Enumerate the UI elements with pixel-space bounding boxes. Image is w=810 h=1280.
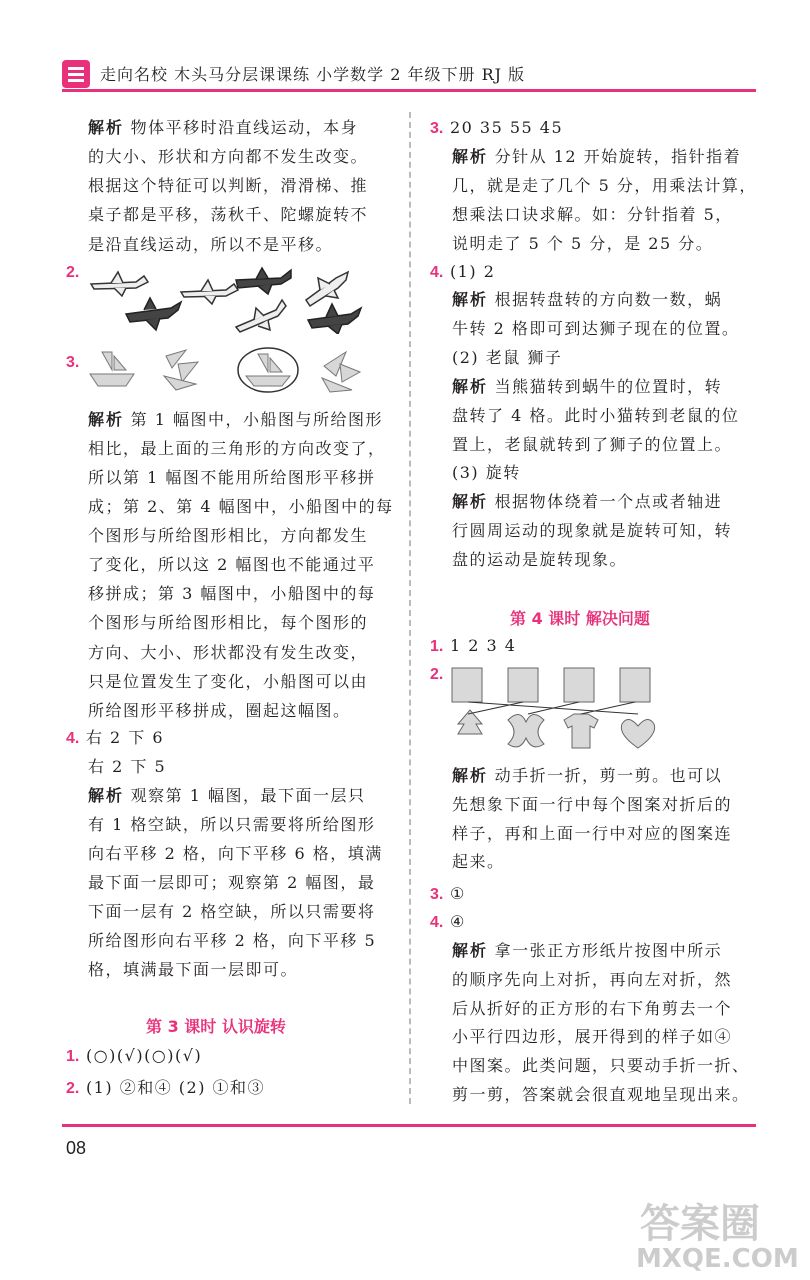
text-line <box>88 584 375 604</box>
text-line <box>452 521 732 541</box>
text-line <box>88 873 375 893</box>
text-line <box>452 1056 750 1076</box>
text-line <box>88 902 375 922</box>
text-line <box>66 262 79 283</box>
question-number: 1. <box>430 638 444 655</box>
question-number: 3. <box>430 886 444 903</box>
line-body: 想乘法口诀求解。如：分针指着 5， <box>452 205 733 224</box>
line-body: 观察第 1 幅图，最下面一层只 <box>124 786 366 805</box>
line-body: 小平行四边形，展开得到的样子如④ <box>452 1027 733 1046</box>
text-line <box>88 497 394 517</box>
text-line <box>452 234 713 254</box>
question-number: 4. <box>430 264 444 281</box>
text-line <box>88 526 368 546</box>
line-body: 盘的运动是旋转现象。 <box>452 550 628 569</box>
text-line <box>66 728 164 749</box>
line-body: 动手折一折，剪一剪。也可以 <box>488 766 723 785</box>
text-line <box>452 999 732 1019</box>
question-number: 2. <box>430 666 444 683</box>
line-body: 右 2 下 5 <box>88 757 167 776</box>
text-line <box>88 786 365 806</box>
header-rule <box>62 89 756 92</box>
text-line <box>452 1085 750 1105</box>
line-body: 20 35 55 45 <box>449 118 564 137</box>
line-body: 后从折好的正方形的右下角剪去一个 <box>452 999 733 1018</box>
line-body: 根据物体绕着一个点或者轴进 <box>488 492 723 511</box>
line-body: 有 1 格空缺，所以只需要将所给图形 <box>88 815 376 834</box>
line-body: 剪一剪，答案就会很直观地呈现出来。 <box>452 1085 750 1104</box>
text-line <box>66 1046 202 1067</box>
text-line <box>88 757 166 777</box>
text-line <box>88 555 375 575</box>
line-body: 只是位置发生了变化，小船图可以由 <box>88 672 369 691</box>
line-body: (1) 2 <box>449 262 496 281</box>
line-body: 行圆周运动的现象就是旋转可知，转 <box>452 521 733 540</box>
line-body: 桌子都是平移，荡秋千、陀螺旋转不 <box>88 205 369 224</box>
line-body: 下面一层有 2 格空缺，所以只需要将 <box>88 902 376 921</box>
watermark-url: MXQE.COM <box>636 1244 799 1274</box>
question-number: 3. <box>66 354 80 371</box>
analysis-tag: 解析 <box>452 492 489 511</box>
line-body: 成；第 2、第 4 幅图中，小船图中的每 <box>88 497 394 516</box>
line-body: 所以第 1 幅图不能用所给图形平移拼 <box>88 468 376 487</box>
question-number: 2. <box>66 264 80 281</box>
text-line <box>88 931 376 951</box>
line-body: 样子，再和上面一行中对应的图案连 <box>452 824 733 843</box>
section-heading: 第 4 课时 解决问题 <box>510 609 650 628</box>
question-number: 3. <box>430 120 444 137</box>
question-number: 4. <box>430 914 444 931</box>
text-line <box>452 147 741 167</box>
text-line <box>430 636 516 657</box>
text-line <box>452 492 722 512</box>
text-line <box>452 290 722 310</box>
line-body: 个图形与所给图形相比，每个图形的 <box>88 613 369 632</box>
text-line <box>88 844 383 864</box>
watermark: 答案圈 <box>640 1201 760 1247</box>
text-line <box>452 766 722 786</box>
analysis-tag: 解析 <box>452 290 489 309</box>
airplane-icon <box>91 272 148 296</box>
line-body: 所给图形平移拼成，圈起这幅图。 <box>88 701 351 720</box>
text-line <box>430 884 466 905</box>
line-body: 分针从 12 开始旋转，指针指着 <box>488 147 742 166</box>
line-body: 右 2 下 6 <box>85 728 165 747</box>
line-body: (1) ②和④ (2) ①和③ <box>85 1078 266 1097</box>
line-body: 方向、大小、形状都没有发生改变， <box>88 643 369 662</box>
line-body: 第 1 幅图中，小船图与所给图形 <box>124 410 383 429</box>
text-line <box>452 435 732 455</box>
line-body: 先想象下面一行中每个图案对折后的 <box>452 795 733 814</box>
text-line <box>88 815 375 835</box>
line-body: 物体平移时沿直线运动，本身 <box>124 118 359 137</box>
text-line <box>88 960 298 980</box>
text-line <box>452 205 733 225</box>
text-line <box>430 118 563 139</box>
text-line <box>452 406 739 426</box>
text-line <box>452 795 732 815</box>
question-number: 4. <box>66 730 80 747</box>
text-line <box>88 235 333 255</box>
line-body: 1 2 3 4 <box>449 636 517 655</box>
line-body: (3) 旋转 <box>452 463 521 482</box>
analysis-tag: 解析 <box>452 941 489 960</box>
page-number: 08 <box>66 1138 87 1158</box>
text-line <box>88 176 368 196</box>
analysis-tag: 解析 <box>452 766 489 785</box>
line-body: 拿一张正方形纸片按图中所示 <box>488 941 723 960</box>
analysis-tag: 解析 <box>88 410 125 429</box>
line-body: 相比，最上面的三角形的方向改变了， <box>88 439 386 458</box>
analysis-tag: 解析 <box>88 786 125 805</box>
text-line <box>88 613 368 633</box>
text-line <box>452 852 505 872</box>
line-body: (○)(√)(○)(√) <box>85 1046 203 1065</box>
line-body: 置上，老鼠就转到了狮子的位置上。 <box>452 435 733 454</box>
text-line <box>88 701 351 721</box>
section-heading: 第 3 课时 认识旋转 <box>146 1017 286 1036</box>
text-line <box>88 672 368 692</box>
line-body: 根据转盘转的方向数一数，蜗 <box>488 290 723 309</box>
boats-figure <box>86 346 386 394</box>
text-line <box>430 912 466 933</box>
text-line <box>452 1027 732 1047</box>
line-body: 移拼成；第 3 幅图中，小船图中的每 <box>88 584 376 603</box>
text-line <box>452 824 732 844</box>
column-divider <box>409 112 411 1104</box>
analysis-tag: 解析 <box>88 118 125 137</box>
analysis-tag: 解析 <box>452 147 489 166</box>
text-line <box>452 319 739 339</box>
text-line <box>452 463 521 483</box>
question-number: 2. <box>66 1080 80 1097</box>
text-line <box>452 550 627 570</box>
text-line <box>88 205 368 225</box>
line-body: ④ <box>449 912 466 931</box>
text-line <box>88 410 383 430</box>
text-line <box>88 118 358 138</box>
line-body: 当熊猫转到蜗牛的位置时，转 <box>488 377 723 396</box>
line-body: 根据这个特征可以判断，滑滑梯、推 <box>88 176 369 195</box>
text-line <box>88 147 368 167</box>
line-body: 最下面一层即可；观察第 2 幅图，最 <box>88 873 376 892</box>
airplanes-figure <box>86 262 366 334</box>
text-line <box>88 439 386 459</box>
text-line <box>452 377 722 397</box>
line-body: 所给图形向右平移 2 格，向下平移 5 <box>88 931 377 950</box>
line-body: ① <box>449 884 466 903</box>
text-line <box>88 643 368 663</box>
line-body: 的顺序先向上对折，再向左对折，然 <box>452 970 733 989</box>
line-body: 的大小、形状和方向都不发生改变。 <box>88 147 369 166</box>
footer-rule <box>62 1124 756 1127</box>
text-line <box>452 176 757 196</box>
book-logo-icon <box>62 60 90 88</box>
line-body: 牛转 2 格即可到达狮子现在的位置。 <box>452 319 740 338</box>
header-title: 走向名校 木头马分层课课练 小学数学 2 年级下册 RJ 版 <box>100 65 526 84</box>
line-body: 说明走了 5 个 5 分，是 25 分。 <box>452 234 714 253</box>
text-line <box>430 664 443 685</box>
line-body: 个图形与所给图形相比，方向都发生 <box>88 526 369 545</box>
line-body: 格，填满最下面一层即可。 <box>88 960 299 979</box>
text-line <box>66 352 79 373</box>
analysis-tag: 解析 <box>452 377 489 396</box>
line-body: 是沿直线运动，所以不是平移。 <box>88 235 334 254</box>
text-line <box>452 970 732 990</box>
text-line <box>430 262 495 283</box>
text-line <box>88 468 375 488</box>
question-number: 1. <box>66 1048 80 1065</box>
line-body: 起来。 <box>452 852 505 871</box>
text-line <box>452 348 562 368</box>
line-body: (2) 老鼠 狮子 <box>452 348 563 367</box>
text-line <box>452 941 722 961</box>
line-body: 向右平移 2 格，向下平移 6 格，填满 <box>88 844 383 863</box>
line-body: 了变化，所以这 2 幅图也不能通过平 <box>88 555 376 574</box>
line-body: 几，就是走了几个 5 分，用乘法计算， <box>452 176 757 195</box>
text-line <box>66 1078 265 1099</box>
line-body: 盘转了 4 格。此时小猫转到老鼠的位 <box>452 406 740 425</box>
folding-match-figure <box>448 664 684 760</box>
line-body: 中图案。此类问题，只要动手折一折、 <box>452 1056 750 1075</box>
